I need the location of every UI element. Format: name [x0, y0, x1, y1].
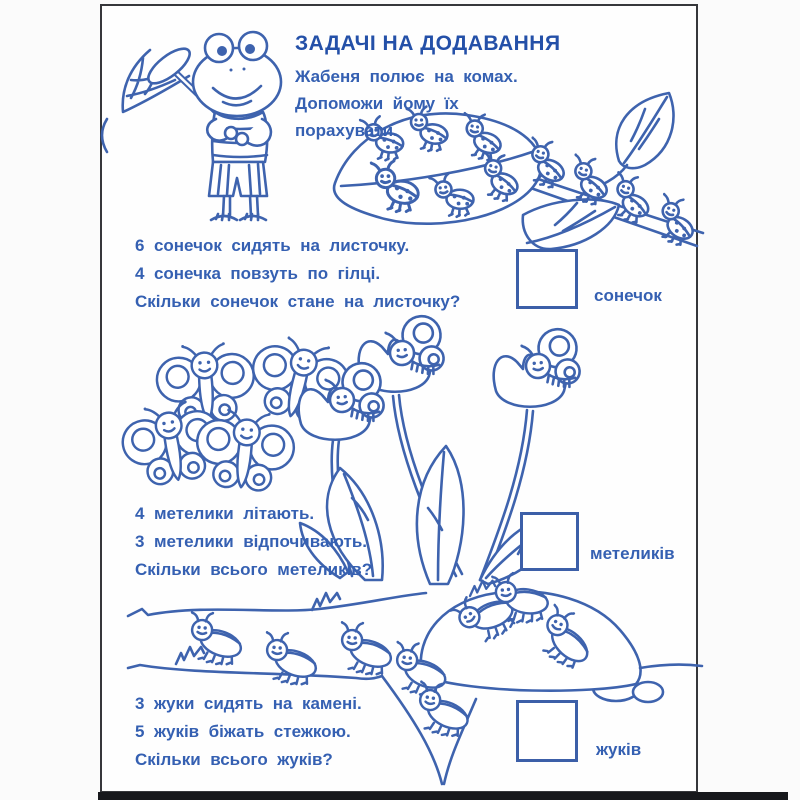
book-edge-bar	[98, 792, 788, 800]
answer-box-beetles[interactable]	[516, 700, 578, 762]
problem-line: 4 метелики літають.	[135, 504, 315, 523]
intro-line: Жабеня полює на комах. Допоможи йому їх	[295, 67, 518, 113]
answer-box-butterflies[interactable]	[520, 512, 579, 571]
answer-unit-beetles: жуків	[596, 740, 642, 759]
problem-line: Скільки всього метеликів?	[135, 560, 373, 579]
problem-beetles	[135, 690, 362, 774]
answer-unit-butterflies: метеликів	[590, 544, 675, 563]
intro-text	[295, 63, 605, 144]
problem-line: Скільки сонечок стане на листочку?	[135, 292, 461, 311]
problem-butterflies	[135, 500, 372, 584]
page-curl-mark	[94, 116, 110, 156]
answer-unit-ladybugs: сонечок	[594, 286, 662, 305]
problem-line: 5 жуків біжать стежкою.	[135, 722, 351, 741]
intro-line: порахувати.	[295, 121, 398, 140]
problem-line: 3 метелики відпочивають.	[135, 532, 368, 551]
workbook-page	[100, 4, 698, 793]
frog-with-net-illustration	[117, 20, 307, 225]
problem-line: 4 сонечка повзуть по гілці.	[135, 264, 381, 283]
problem-line: Скільки всього жуків?	[135, 750, 333, 769]
page-title: ЗАДАЧІ НА ДОДАВАННЯ	[295, 32, 561, 55]
problem-ladybugs	[135, 232, 460, 316]
problem-line: 3 жуки сидять на камені.	[135, 694, 362, 713]
answer-box-ladybugs[interactable]	[516, 249, 578, 309]
problem-line: 6 сонечок сидять на листочку.	[135, 236, 410, 255]
